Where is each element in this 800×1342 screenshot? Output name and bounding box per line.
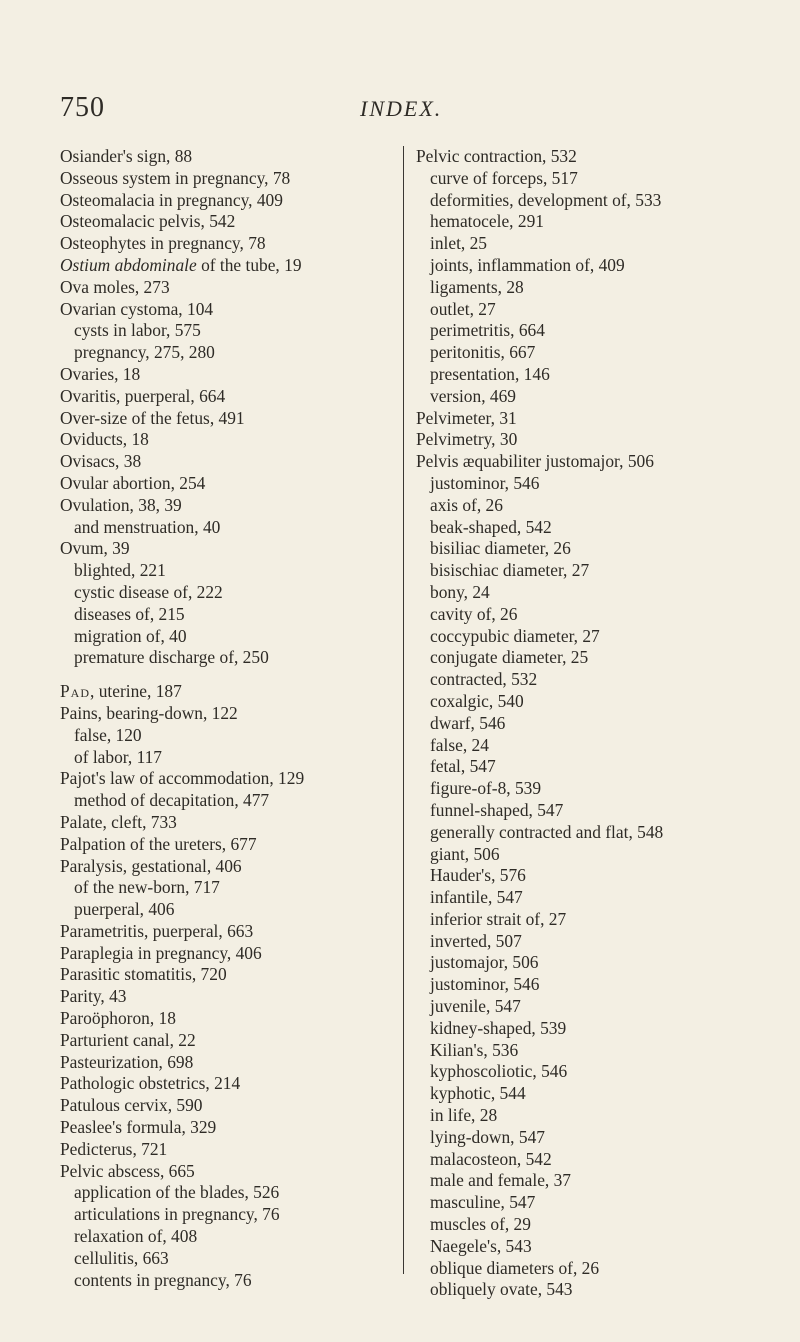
index-entry [60, 146, 400, 168]
index-entry-text: dwarf, 546 [430, 712, 506, 733]
index-entry-text: Paraplegia in pregnancy, 406 [60, 942, 262, 963]
index-entry [416, 1149, 746, 1171]
index-entry-text: false, 120 [74, 724, 142, 745]
index-entry [416, 1214, 746, 1236]
index-entry-text: muscles of, 29 [430, 1214, 531, 1235]
index-entry [60, 560, 400, 582]
index-entry-text: contracted, 532 [430, 669, 538, 690]
index-entry-text: coxalgic, 540 [430, 690, 524, 711]
index-entry-text: Parity, 43 [60, 986, 127, 1007]
index-entry [416, 735, 746, 757]
page-header [60, 92, 740, 124]
index-entry [60, 364, 400, 386]
index-entry [60, 408, 400, 430]
index-entry-text: lying-down, 547 [430, 1126, 545, 1147]
index-entry [416, 168, 746, 190]
index-entry [60, 1204, 400, 1226]
index-entry [60, 1117, 400, 1139]
index-entry [416, 626, 746, 648]
index-entry-text: Pedicterus, 721 [60, 1138, 168, 1159]
index-entry-text: false, 24 [430, 734, 489, 755]
index-entry [60, 1248, 400, 1270]
index-entry [60, 921, 400, 943]
index-entry-text: curve of forceps, 517 [430, 167, 578, 188]
index-entry-text: contents in pregnancy, 76 [74, 1269, 252, 1290]
index-entry [60, 1008, 400, 1030]
index-entry [416, 1236, 746, 1258]
index-entry [416, 560, 746, 582]
index-entry-text: cavity of, 26 [430, 603, 518, 624]
index-entry-text: male and female, 37 [430, 1170, 571, 1191]
index-entry-text: Pasteurization, 698 [60, 1051, 194, 1072]
index-entry [60, 538, 400, 560]
index-entry [416, 386, 746, 408]
index-entry [416, 778, 746, 800]
index-entry [60, 768, 400, 790]
index-entry [60, 342, 400, 364]
index-entry [416, 364, 746, 386]
index-entry-text: fetal, 547 [430, 756, 496, 777]
index-entry [416, 865, 746, 887]
index-entry-text: Parturient canal, 22 [60, 1029, 196, 1050]
index-entry-text: and menstruation, 40 [74, 516, 221, 537]
index-entry-text: giant, 506 [430, 843, 500, 864]
index-entry-text: Osteomalacia in pregnancy, 409 [60, 189, 283, 210]
index-entry [416, 844, 746, 866]
index-entry-text: funnel-shaped, 547 [430, 799, 564, 820]
index-entry [416, 255, 746, 277]
index-entry-text: blighted, 221 [74, 560, 166, 581]
index-entry [416, 582, 746, 604]
index-entry [60, 899, 400, 921]
index-entry [60, 856, 400, 878]
index-entry-text: inferior strait of, 27 [430, 908, 567, 929]
index-entry-text: Pelvimetry, 30 [416, 429, 518, 450]
index-entry [60, 320, 400, 342]
index-entry-text: pregnancy, 275, 280 [74, 342, 215, 363]
index-entry-text: Pajot's law of accommodation, 129 [60, 768, 305, 789]
index-entry [60, 190, 400, 212]
index-entry [416, 756, 746, 778]
index-entry [60, 1182, 400, 1204]
index-entry [416, 800, 746, 822]
index-entry-text: relaxation of, 408 [74, 1226, 198, 1247]
index-entry [60, 277, 400, 299]
index-entry [416, 1061, 746, 1083]
index-entry-text: Over-size of the fetus, 491 [60, 407, 245, 428]
index-entry [416, 1279, 746, 1301]
index-entry-text: , uterine, 187 [90, 681, 182, 702]
index-entry-text: masculine, 547 [430, 1192, 536, 1213]
index-entry-text: of labor, 117 [74, 746, 163, 767]
index-entry-text: axis of, 26 [430, 494, 503, 515]
index-entry-text: Parametritis, puerperal, 663 [60, 920, 254, 941]
index-entry [60, 1073, 400, 1095]
index-entry-text: kyphotic, 544 [430, 1083, 526, 1104]
index-entry [60, 386, 400, 408]
index-entry [416, 1170, 746, 1192]
index-entry-text: Osseous system in pregnancy, 78 [60, 167, 291, 188]
index-entry [416, 1105, 746, 1127]
index-entry-text: juvenile, 547 [430, 996, 521, 1017]
index-entry [416, 1083, 746, 1105]
index-entry-text: justomajor, 506 [430, 952, 539, 973]
index-entry [416, 495, 746, 517]
index-entry [416, 146, 746, 168]
index-entry-text: version, 469 [430, 385, 516, 406]
index-entry-text: Palpation of the ureters, 677 [60, 833, 257, 854]
index-entry-text: beak-shaped, 542 [430, 516, 552, 537]
index-entry [60, 703, 400, 725]
index-entry-text: Ovular abortion, 254 [60, 472, 206, 493]
index-entry-text: Ova moles, 273 [60, 276, 170, 297]
index-entry-text: hematocele, 291 [430, 211, 544, 232]
index-entry-text: Ovaries, 18 [60, 363, 141, 384]
index-entry [60, 299, 400, 321]
index-entry [416, 517, 746, 539]
index-entry-text: Osteomalacic pelvis, 542 [60, 211, 236, 232]
index-entry-text: infantile, 547 [430, 887, 523, 908]
index-entry-text: inverted, 507 [430, 930, 522, 951]
index-entry [416, 1127, 746, 1149]
index-entry-text: Pains, bearing-down, 122 [60, 702, 238, 723]
index-entry [60, 604, 400, 626]
index-entry [416, 1040, 746, 1062]
index-entry [60, 1226, 400, 1248]
index-entry [416, 996, 746, 1018]
index-entry [60, 1270, 400, 1292]
index-entry-text: coccypubic diameter, 27 [430, 625, 600, 646]
index-entry [60, 211, 400, 233]
index-entry [416, 451, 746, 473]
index-entry [60, 1139, 400, 1161]
index-entry-text: Ovaritis, puerperal, 664 [60, 385, 226, 406]
index-entry-text: cysts in labor, 575 [74, 320, 201, 341]
index-entry-text: of the new-born, 717 [74, 877, 220, 898]
index-entry [60, 681, 400, 703]
index-entry-text: bisischiac diameter, 27 [430, 560, 590, 581]
index-entry-text: Pelvic abscess, 665 [60, 1160, 195, 1181]
index-entry-text: figure-of-8, 539 [430, 778, 542, 799]
index-entry-text: Oviducts, 18 [60, 429, 149, 450]
index-entry [416, 473, 746, 495]
index-entry [60, 233, 400, 255]
index-entry [60, 451, 400, 473]
index-entry [416, 1018, 746, 1040]
index-entry-text: Pelvis æquabiliter justomajor, 506 [416, 451, 654, 472]
index-entry-text: Parasitic stomatitis, 720 [60, 964, 227, 985]
index-entry [416, 211, 746, 233]
index-entry [60, 495, 400, 517]
index-entry [416, 887, 746, 909]
index-entry [416, 974, 746, 996]
index-entry-text: Paroöphoron, 18 [60, 1008, 176, 1029]
index-entry [60, 473, 400, 495]
index-entry [416, 429, 746, 451]
index-entry-text: generally contracted and flat, 548 [430, 821, 664, 842]
index-entry-text: kyphoscoliotic, 546 [430, 1061, 568, 1082]
index-entry-text: oblique diameters of, 26 [430, 1257, 600, 1278]
index-entry-text: migration of, 40 [74, 625, 187, 646]
index-entry [60, 168, 400, 190]
index-entry-text: Kilian's, 536 [430, 1039, 519, 1060]
index-entry-text: Pelvimeter, 31 [416, 407, 517, 428]
index-entry [60, 877, 400, 899]
index-entry-text: peritonitis, 667 [430, 342, 536, 363]
index-entry-text: puerperal, 406 [74, 899, 175, 920]
index-entry [60, 834, 400, 856]
index-entry-text: deformities, development of, 533 [430, 189, 662, 210]
index-entry [416, 233, 746, 255]
index-entry-text: kidney-shaped, 539 [430, 1017, 567, 1038]
index-entry [416, 342, 746, 364]
index-entry [60, 255, 400, 277]
index-entry-text: outlet, 27 [430, 298, 496, 319]
index-entry-text: method of decapitation, 477 [74, 790, 270, 811]
index-entry [416, 277, 746, 299]
index-entry [60, 725, 400, 747]
index-entry [416, 713, 746, 735]
index-entry [60, 790, 400, 812]
index-entry [60, 1030, 400, 1052]
index-entry [416, 647, 746, 669]
index-entry-text: justominor, 546 [430, 974, 540, 995]
index-entry [416, 931, 746, 953]
index-entry-text: Palate, cleft, 733 [60, 811, 177, 832]
index-entry [60, 747, 400, 769]
index-entry-text: bisiliac diameter, 26 [430, 538, 571, 559]
index-entry-text: cystic disease of, 222 [74, 581, 223, 602]
index-entry [416, 604, 746, 626]
index-entry [416, 691, 746, 713]
index-entry-text: Ovarian cystoma, 104 [60, 298, 214, 319]
index-entry-text: Hauder's, 576 [430, 865, 526, 886]
index-entry-text: Pelvic contraction, 532 [416, 146, 577, 166]
index-entry [60, 943, 400, 965]
index-entry [60, 429, 400, 451]
index-entry-text: justominor, 546 [430, 472, 540, 493]
index-entry-italic: Ostium abdominale [60, 254, 197, 275]
index-entry [416, 822, 746, 844]
index-entry [60, 626, 400, 648]
running-head: INDEX. [360, 96, 443, 121]
index-entry-text: articulations in pregnancy, 76 [74, 1204, 280, 1225]
index-entry-text: premature discharge of, 250 [74, 647, 269, 668]
index-entry [416, 299, 746, 321]
index-entry [416, 320, 746, 342]
index-entry-text: presentation, 146 [430, 363, 550, 384]
index-column-left [60, 146, 400, 1291]
index-entry [416, 408, 746, 430]
index-entry [60, 517, 400, 539]
index-entry [60, 647, 400, 669]
index-entry [60, 986, 400, 1008]
index-entry-text: inlet, 25 [430, 233, 487, 254]
index-entry-text: Ovum, 39 [60, 538, 130, 559]
index-entry-text: Patulous cervix, 590 [60, 1095, 203, 1116]
index-entry-text: of the tube, 19 [196, 254, 302, 275]
index-entry-text: bony, 24 [430, 581, 490, 602]
index-entry [60, 582, 400, 604]
index-entry-text: Osiander's sign, 88 [60, 146, 193, 166]
index-entry-text: malacosteon, 542 [430, 1148, 552, 1169]
index-entry-text: joints, inflammation of, 409 [430, 254, 625, 275]
index-entry-text: Ovulation, 38, 39 [60, 494, 182, 515]
index-entry [416, 909, 746, 931]
index-entry-text: obliquely ovate, 543 [430, 1279, 573, 1300]
page-number: 750 [60, 92, 105, 123]
index-entry-text: application of the blades, 526 [74, 1182, 280, 1203]
index-entry-text: ligaments, 28 [430, 276, 524, 297]
index-entry-text: Osteophytes in pregnancy, 78 [60, 233, 266, 254]
index-entry [416, 1258, 746, 1280]
index-entry-text: Ovisacs, 38 [60, 451, 142, 472]
index-entry-text: diseases of, 215 [74, 603, 185, 624]
index-entry [60, 1161, 400, 1183]
index-entry [416, 669, 746, 691]
index-entry-text: in life, 28 [430, 1105, 498, 1126]
index-entry-text: Naegele's, 543 [430, 1235, 532, 1256]
index-entry [416, 1192, 746, 1214]
index-entry-text: cellulitis, 663 [74, 1247, 169, 1268]
index-entry [416, 538, 746, 560]
index-entry [416, 952, 746, 974]
index-entry-smallcaps: Pad [60, 681, 91, 702]
index-entry-text: Paralysis, gestational, 406 [60, 855, 242, 876]
index-entry-text: conjugate diameter, 25 [430, 647, 589, 668]
index-entry [60, 964, 400, 986]
index-entry-text: Peaslee's formula, 329 [60, 1117, 217, 1138]
index-entry [60, 1052, 400, 1074]
index-entry [416, 190, 746, 212]
index-entry [60, 1095, 400, 1117]
index-entry-text: perimetritis, 664 [430, 320, 545, 341]
index-entry-text: Pathologic obstetrics, 214 [60, 1073, 241, 1094]
index-entry [60, 812, 400, 834]
index-column-right [403, 146, 746, 1300]
